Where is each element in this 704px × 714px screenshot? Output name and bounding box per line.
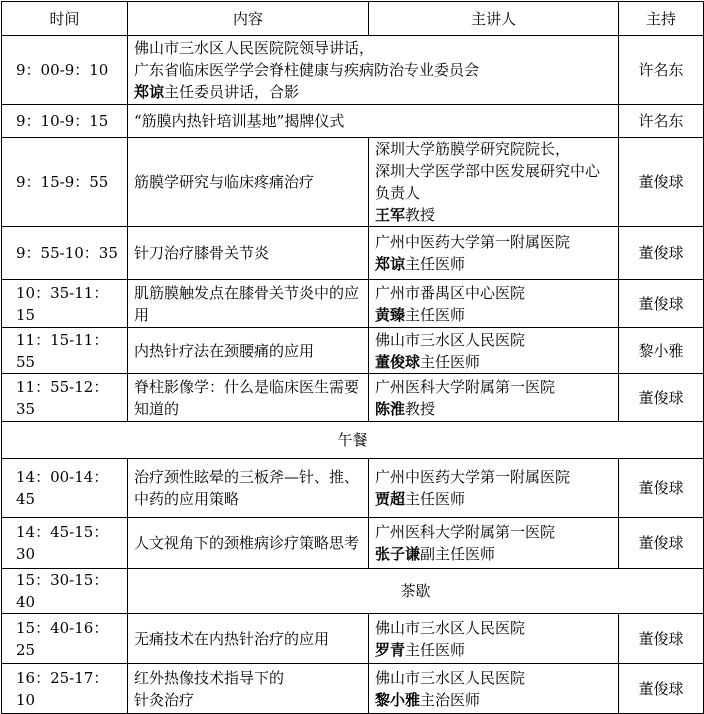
speaker-title: 主任医师 [420,352,481,371]
time-cell: 9：00-9：10 [2,36,128,105]
table-row [2,105,704,138]
speaker-name: 陈淮 [375,399,406,418]
speaker-line [375,204,613,226]
host-cell: 董俊球 [619,614,704,664]
break-row [2,569,704,614]
speaker-cell [369,138,619,227]
content-cell: 脊柱影像学：什么是临床医生需要知道的 [128,374,369,422]
speaker-title: 主任医师 [405,640,466,659]
speaker-cell [369,374,619,422]
speaker-cell [369,280,619,328]
table-row [2,227,704,280]
speaker-line [375,398,613,420]
content-cell: 治疗颈性眩晕的三板斧—针、推、中药的应用策略 [128,459,369,518]
break-label: 午餐 [2,422,704,459]
speaker-cell [369,614,619,664]
speaker-org: 广州医科大学附属第一医院 [375,377,556,396]
speaker-name: 王军 [375,206,406,224]
speaker-name: 郑谅 [375,255,406,273]
speaker-org: 广州中医药大学第一附属医院 [375,468,571,486]
speaker-cell [369,459,619,518]
time-cell: 9：15-9：55 [2,138,128,227]
host-cell: 董俊球 [619,664,704,714]
speaker-org: 佛山市三水区人民医院 [375,330,526,349]
header-speaker: 主讲人 [369,2,619,36]
speaker-title: 教授 [405,206,436,224]
header-time: 时间 [2,2,128,36]
time-cell: 9：55-10：35 [2,227,128,280]
speaker-line: 深圳大学医学部中医发展研究中心负责人 [375,162,601,202]
time-cell: 16：25-17：10 [2,664,128,714]
speaker-title: 主任医师 [405,255,466,273]
content-cell: 针刀治疗膝骨关节炎 [128,227,369,280]
header-host: 主持 [619,2,704,36]
content-line: 红外热像技术指导下的 [134,668,285,687]
table-row [2,328,704,374]
host-cell: 董俊球 [619,280,704,328]
speaker-title: 教授 [405,399,436,418]
table-row [2,138,704,227]
content-cell: 无痛技术在内热针治疗的应用 [128,614,369,664]
speaker-title: 主任医师 [405,490,466,508]
content-cell: 内热针疗法在颈腰痛的应用 [128,328,369,374]
content-line [134,81,613,103]
speaker-name: 黄臻 [375,305,406,324]
content-cell: “筋膜内热针培训基地”揭牌仪式 [128,105,619,138]
speaker-name: 罗青 [375,640,406,659]
content-line: 针灸治疗 [134,690,195,709]
host-cell: 许名东 [619,105,704,138]
speaker-line [375,689,613,711]
header-content: 内容 [128,2,369,36]
speaker-line: 深圳大学筋膜学研究院院长， [375,140,571,158]
time-cell: 14：45-15：30 [2,518,128,569]
speaker-name: 张子谦 [375,545,421,563]
table-row [2,280,704,328]
speaker-line [375,351,613,373]
content-cell: 筋膜学研究与临床疼痛治疗 [128,138,369,227]
speaker-org: 广州医科大学附属第一医院 [375,523,556,541]
break-row [2,422,704,459]
host-cell: 董俊球 [619,518,704,569]
host-cell: 黎小雅 [619,328,704,374]
speaker-title: 副主任医师 [420,545,496,563]
schedule-table [1,1,704,714]
speaker-name: 郑谅 [134,83,165,101]
speaker-org: 广州中医药大学第一附属医院 [375,233,571,251]
content-line: 佛山市三水区人民医院院领导讲话， [134,39,375,57]
break-label: 茶歇 [128,569,704,614]
content-line: 广东省临床医学学会脊柱健康与疾病防治专业委员会 [134,61,480,79]
host-cell: 董俊球 [619,227,704,280]
content-cell: 人文视角下的颈椎病诊疗策略思考 [128,518,369,569]
speaker-cell [369,227,619,280]
speaker-cell [369,328,619,374]
table-row [2,614,704,664]
time-cell: 15：30-15：40 [2,569,128,614]
speaker-line [375,304,613,326]
content-cell: 肌筋膜触发点在膝骨关节炎中的应用 [128,280,369,328]
table-row [2,374,704,422]
content-cell [128,36,619,105]
speaker-title: 主治医师 [420,690,481,709]
speaker-org: 佛山市三水区人民医院 [375,668,526,687]
speaker-name: 贾超 [375,490,406,508]
content-text: 主任委员讲话，合影 [164,83,300,101]
speaker-line [375,488,613,510]
time-cell: 11：15-11：55 [2,328,128,374]
speaker-line [375,253,613,275]
time-cell: 9：10-9：15 [2,105,128,138]
speaker-line [375,543,613,565]
time-cell: 11：55-12：35 [2,374,128,422]
speaker-org: 广州市番禺区中心医院 [375,283,526,302]
table-row [2,518,704,569]
speaker-line [375,639,613,661]
host-cell: 董俊球 [619,138,704,227]
time-cell: 10：35-11：15 [2,280,128,328]
time-cell: 15：40-16：25 [2,614,128,664]
speaker-name: 黎小雅 [375,690,421,709]
header-row [2,2,704,36]
host-cell: 董俊球 [619,374,704,422]
speaker-org: 佛山市三水区人民医院 [375,618,526,637]
host-cell: 许名东 [619,36,704,105]
host-cell: 董俊球 [619,459,704,518]
table-row [2,36,704,105]
time-cell: 14：00-14：45 [2,459,128,518]
speaker-name: 董俊球 [375,352,421,371]
table-row [2,459,704,518]
speaker-cell [369,518,619,569]
speaker-title: 主任医师 [405,305,466,324]
